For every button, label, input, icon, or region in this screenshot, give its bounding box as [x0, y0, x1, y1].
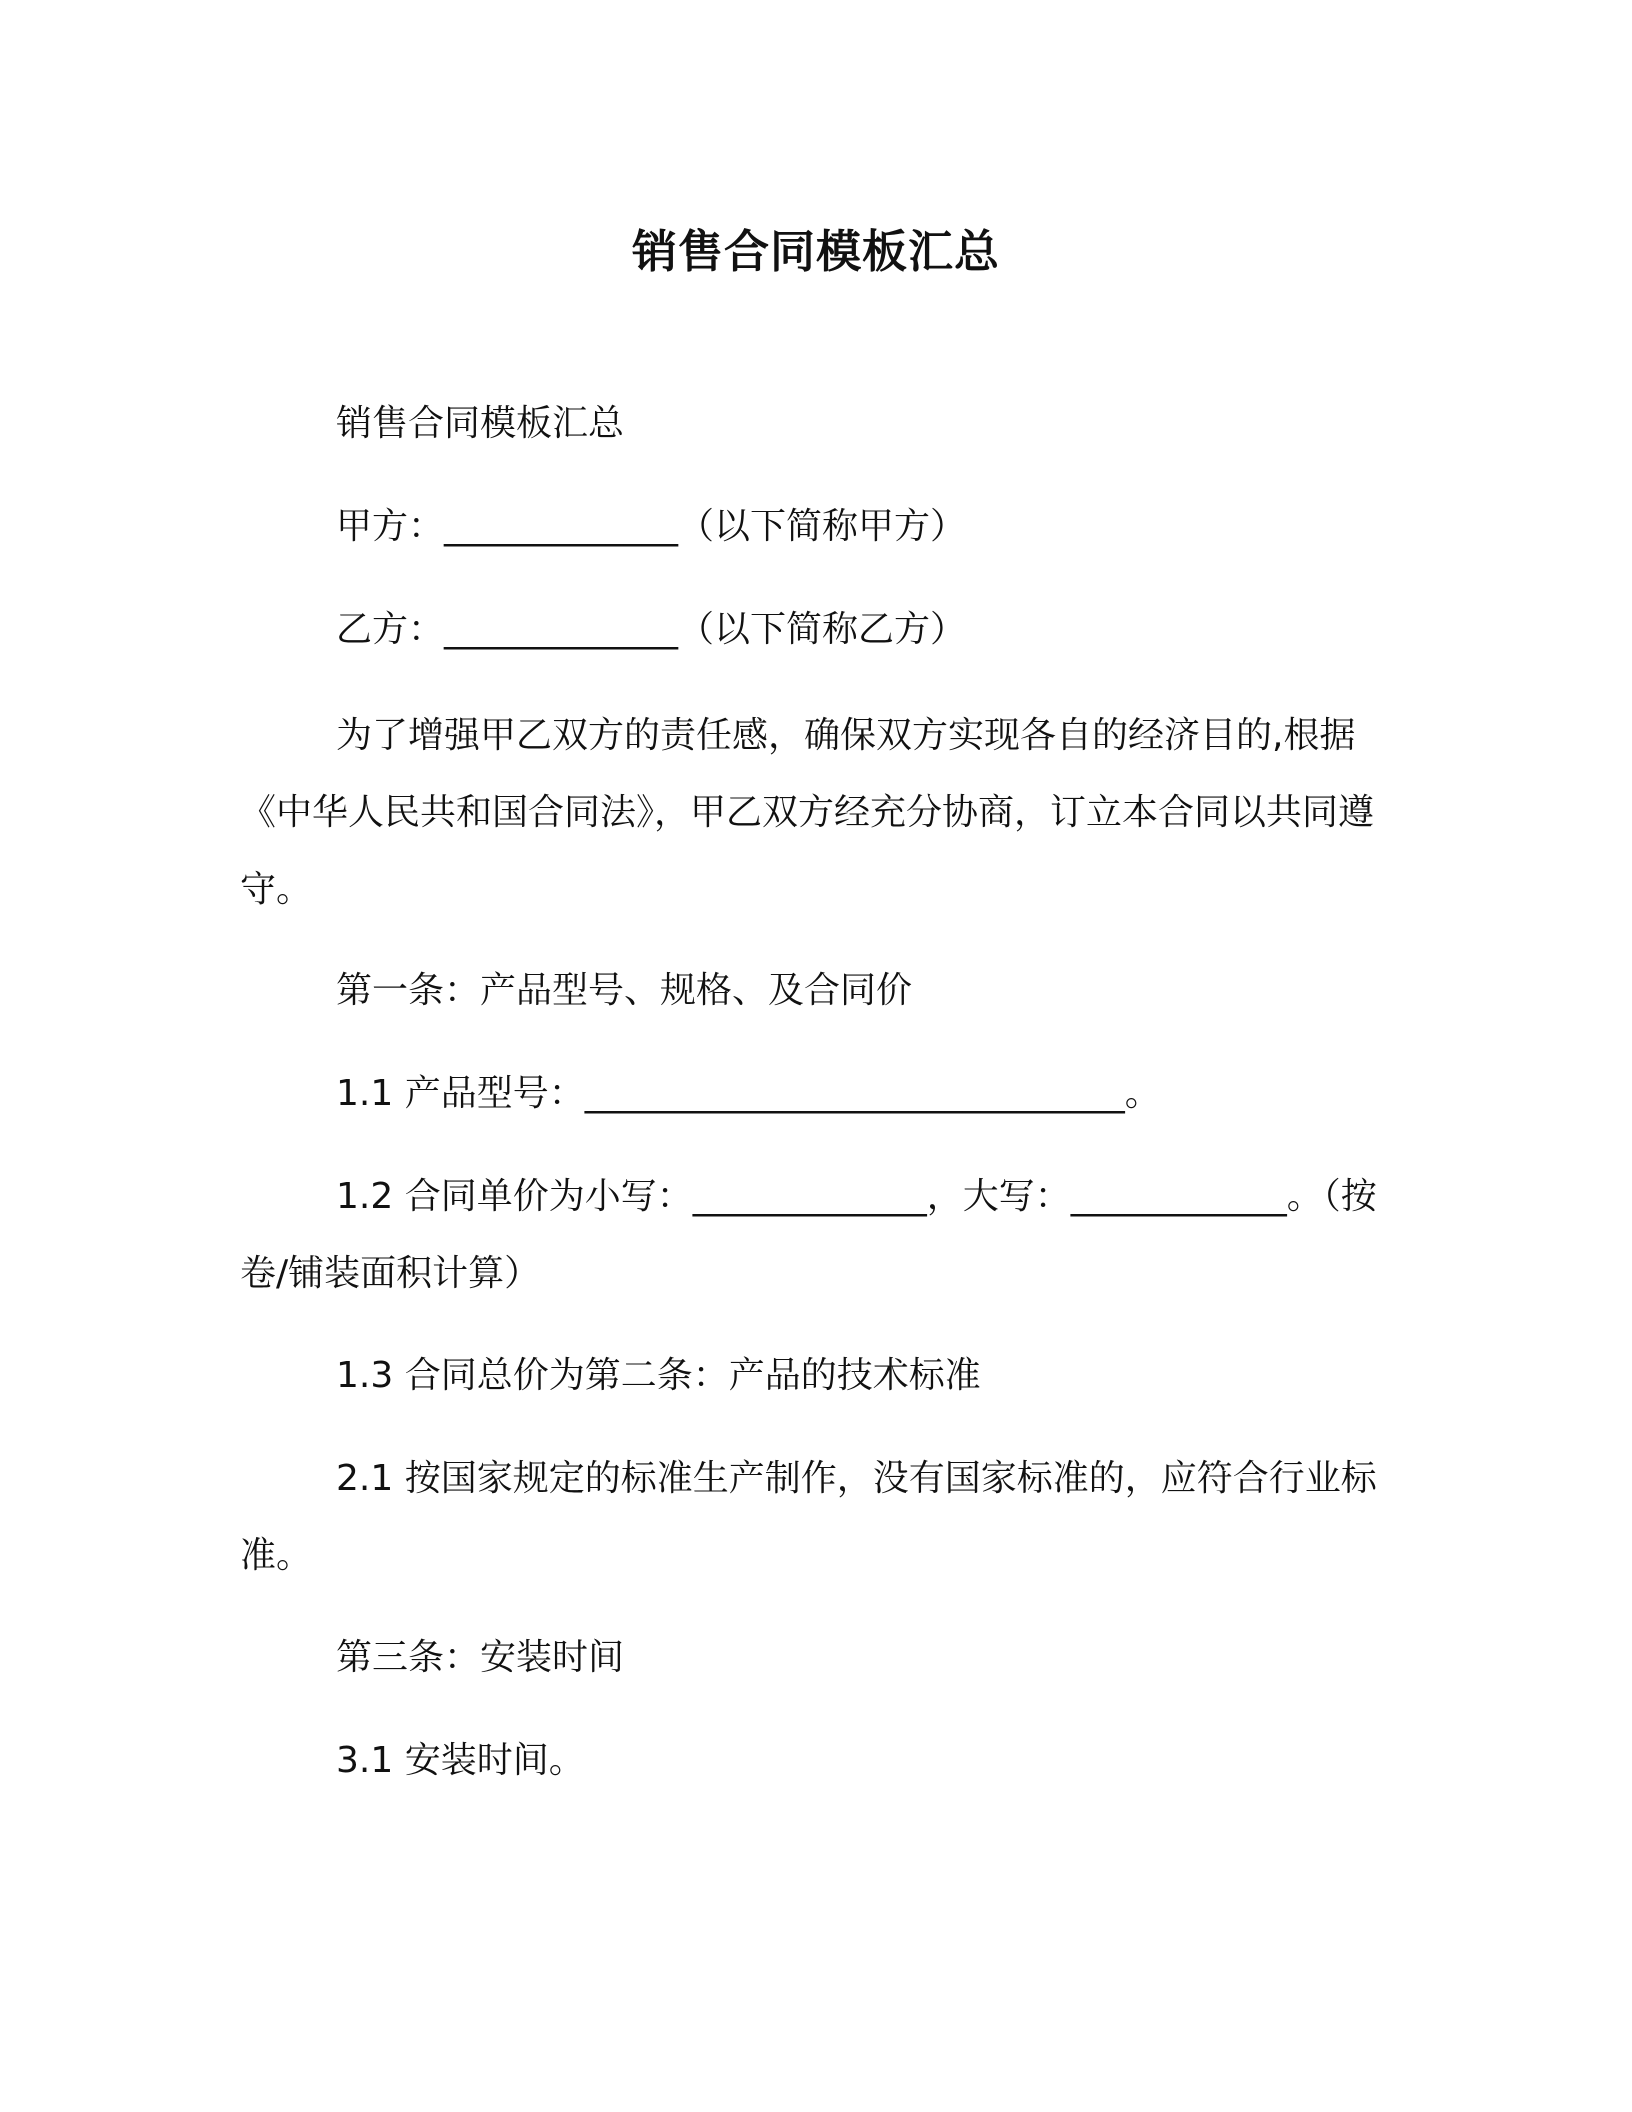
clause-1-3: 1.3 合同总价为第二条：产品的技术标准 [336, 1355, 981, 1396]
heading-article-1: 第一条：产品型号、规格、及合同价 [336, 970, 913, 1011]
paragraph-party-a: 甲方：_____________（以下简称甲方） [336, 506, 967, 547]
clause-1-2: 1.2 合同单价为小写：_____________，大写：____________。（按卷/铺装面积计算） [240, 1176, 1377, 1294]
paragraph-party-b: 乙方：_____________（以下简称乙方） [336, 609, 967, 650]
paragraph-subtitle: 销售合同模板汇总 [336, 403, 625, 444]
clause-1-1: 1.1 产品型号：______________________________。 [336, 1073, 1161, 1114]
heading-article-3: 第三条：安装时间 [336, 1637, 625, 1678]
clause-3-1: 3.1 安装时间。 [336, 1740, 585, 1781]
document-title: 销售合同模板汇总 [631, 225, 1000, 278]
paragraph-preamble: 为了增强甲乙双方的责任感，确保双方实现各自的经济目的,根据《中华人民共和国合同法》，甲乙双方经充分协商，订立本合同以共同遵守。 [240, 715, 1375, 910]
clause-2-1: 2.1 按国家规定的标准生产制作，没有国家标准的，应符合行业标准。 [240, 1458, 1377, 1576]
